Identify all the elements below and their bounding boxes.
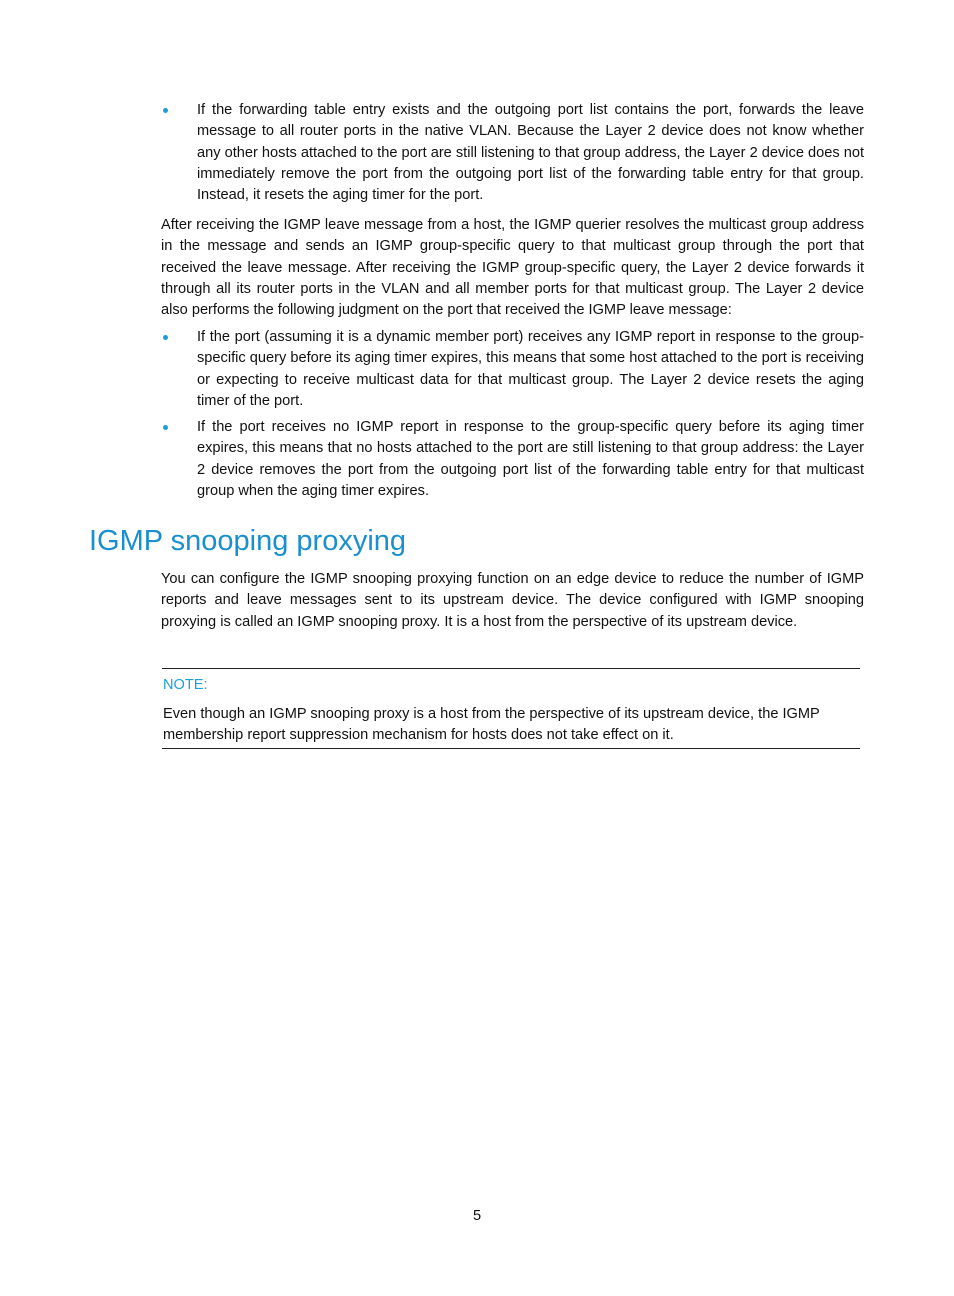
- note-label: NOTE:: [163, 677, 208, 693]
- bullet-icon: [163, 108, 168, 113]
- section-heading: IGMP snooping proxying: [89, 525, 407, 557]
- list-item: [161, 100, 864, 206]
- bullet-icon: [163, 425, 168, 430]
- list-item: [161, 417, 864, 502]
- bullet-text: If the port (assuming it is a dynamic member port) receives any IGMP report in response to the group-specific query before its aging timer expires, this means that some host attached to the port is receiving or expecting to receive multicast data for that multicast group. The Layer 2 device resets the aging timer of the port.: [197, 329, 864, 409]
- querier-paragraph: After receiving the IGMP leave message from a host, the IGMP querier resolves the multicast group address in the message and sends an IGMP group-specific query to that multicast group through the port that received the leave message. After receiving the IGMP group-specific query, the Layer 2 device forwards it through all its router ports in the VLAN and all member ports for that multicast group. The Layer 2 device also performs the following judgment on the port that received the IGMP leave message:: [161, 217, 864, 319]
- page-number: 5: [472, 1208, 482, 1224]
- bullet-text: If the forwarding table entry exists and the outgoing port list contains the port, forwards the leave message to all router ports in the native VLAN. Because the Layer 2 device does not know whether any other hosts attached to the port are still listening to that group address, the Layer 2 device does not immediately remove the port from the outgoing port list of the forwarding table entry for that group. Instead, it resets the aging timer for the port.: [197, 102, 864, 204]
- judgment-bullet-list: [161, 327, 864, 507]
- note-box: [162, 668, 860, 749]
- bullet-icon: [163, 335, 168, 340]
- note-text: Even though an IGMP snooping proxy is a host from the perspective of its upstream device, the IGMP membership report suppression mechanism for hosts does not take effect on it.: [163, 706, 820, 744]
- list-item: [161, 327, 864, 412]
- bullet-text: If the port receives no IGMP report in response to the group-specific query before its aging timer expires, this means that no hosts attached to the port are still listening to that group address: the Layer 2 device removes the port from the outgoing port list of the forwarding table entry for that multicast group when the aging timer expires.: [197, 419, 864, 500]
- forwarding-bullet-list: [161, 100, 864, 211]
- section-paragraph: You can configure the IGMP snooping proxying function on an edge device to reduce the number of IGMP reports and leave messages sent to its upstream device. The device configured with IGMP snooping proxying is called an IGMP snooping proxy. It is a host from the perspective of its upstream device.: [161, 571, 864, 630]
